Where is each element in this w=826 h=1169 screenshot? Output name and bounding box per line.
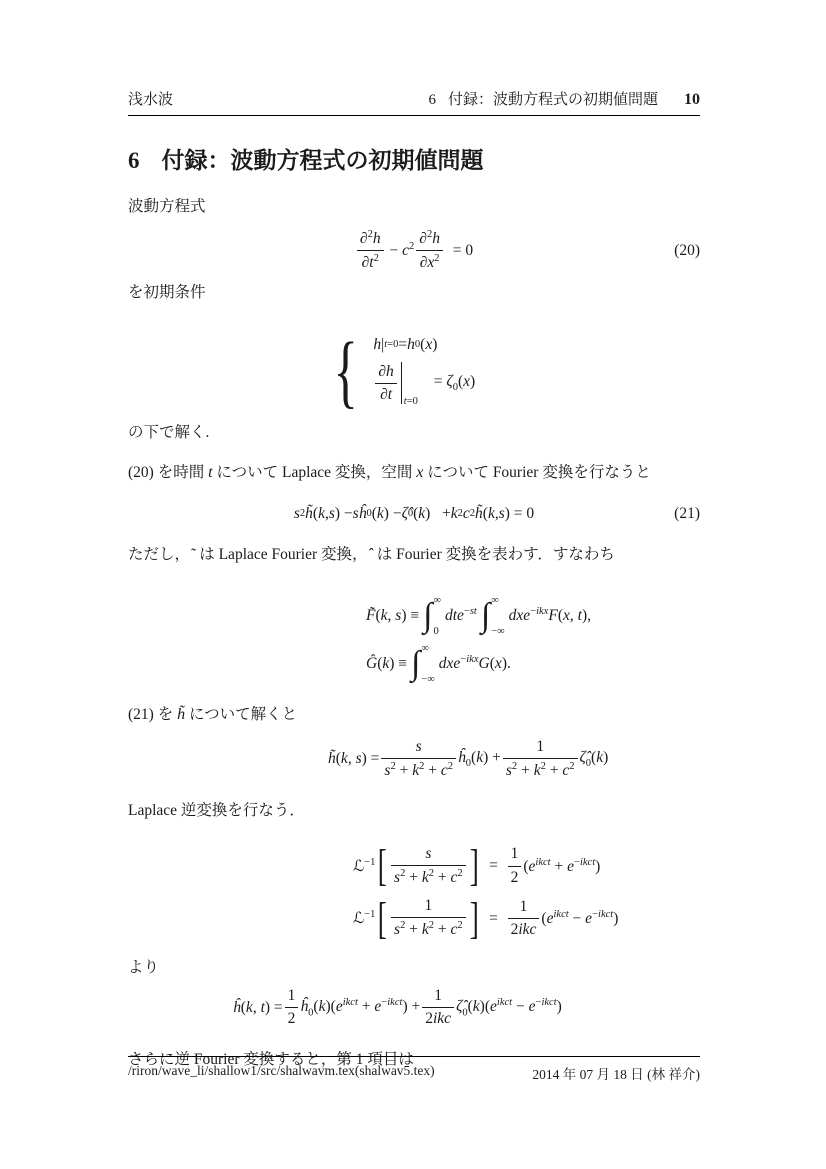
fraction: $\frac{1}{2}$	[285, 985, 299, 1030]
initial-condition-row-2	[373, 361, 475, 406]
equation-number-20: (20)	[674, 241, 700, 259]
right-bracket: ]	[469, 893, 479, 943]
evaluated-at-bar: t=0	[401, 362, 402, 404]
paragraph-transform-intro: (20) を時間 t について Laplace 変換，空間 x について Fourier 変換を行なうと	[128, 463, 651, 481]
running-header	[128, 88, 700, 116]
inverse-laplace-equations	[353, 840, 700, 945]
paragraph-wave-equation-intro: 波動方程式	[128, 197, 206, 215]
fraction: $\frac{s}{s^2 + k^2 + c^2}$	[391, 843, 466, 889]
fraction: $\frac{1}{s^2 + k^2 + c^2}$	[503, 736, 578, 782]
tilde-accent: ˜	[190, 545, 196, 563]
h-hat-equation: ĥ(k, t) = $\frac{1}{2}$ $ĥ_0(k)(e^{ikct} + e^{-ikct})$ + $\frac{1}{\text{2ikc}}$ $\zetâ_0(k)(e^{ikct} - e^{-ikct})$	[233, 985, 700, 1031]
fraction: $\frac{1}{\text{2ikc}}$	[508, 896, 540, 941]
fraction: $\frac{\partial^2h}{\partial t^2}$	[357, 227, 384, 275]
left-bracket: [	[378, 841, 388, 891]
math-term: − $c^2$	[385, 241, 415, 260]
inverse-laplace-line-1: ℒ$^{-1}$ [ $\frac{s}{s^2 + k^2 + c^2}$ ] = $\frac{1}{2}$ $(e^{ikct} + e^{-ikct})$	[353, 841, 601, 891]
equation-20	[128, 226, 700, 276]
equation-number-21: (21)	[674, 504, 700, 522]
paragraph-inverse-laplace: Laplace 逆変換を行なう．	[128, 801, 305, 819]
laplace-operator: ℒ$^{-1}$	[353, 856, 376, 875]
running-header-section-title: 付録：波動方程式の初期値問題	[447, 91, 658, 108]
fourier-definition: Ĝ(k) ≡ ∫ ∞ −∞ dxe$^{-ikx}$G(x).	[366, 642, 511, 685]
paragraph-inverse-fourier: さらに逆 Fourier 変換すると，第 1 項目は	[128, 1050, 414, 1068]
running-header-left: 浅水波	[128, 91, 174, 108]
paragraph-solve-eq21: (21) を h̃ について解くと	[128, 705, 298, 723]
paragraph-initial-condition-intro: を初期条件	[128, 283, 206, 301]
laplace-fourier-definition: F̃(k, s) ≡ ∫ ∞ 0 dte$^{-st}$ ∫ ∞ −∞ dxe$^{-ikx}$F(x, t),	[366, 594, 591, 637]
math-term: = 0	[444, 241, 474, 259]
math-term: = $\zeta_0(x)$	[433, 373, 476, 394]
left-bracket: [	[378, 893, 388, 943]
fraction: $\frac{\partial^2h}{\partial x^2}$	[416, 227, 443, 275]
page-number: 10	[684, 91, 700, 108]
fraction: $\frac{1}{s^2 + k^2 + c^2}$	[391, 895, 466, 941]
integral-sign: ∫	[411, 644, 421, 682]
section-number: 6	[128, 148, 140, 173]
left-brace: {	[333, 324, 358, 416]
right-bracket: ]	[469, 841, 479, 891]
page-footer	[128, 1056, 700, 1083]
math-var-x: x	[416, 463, 424, 481]
section-heading	[128, 146, 700, 176]
math-var-t: t	[208, 463, 213, 481]
paragraph-solve-under: の下で解く.	[128, 423, 210, 441]
footer-file-path: /riron/wave_li/shallow1/src/shalwavm.tex(shalwav5.tex)	[128, 1063, 435, 1078]
fraction: $\frac{1}{\text{2ikc}}$	[422, 985, 454, 1030]
math-var-h-tilde: h̃	[177, 705, 186, 723]
hat-accent: ˆ	[367, 545, 373, 563]
fraction: $\frac{s}{s^2 + k^2 + c^2}$	[381, 736, 456, 782]
inverse-laplace-line-2: ℒ$^{-1}$ [ $\frac{1}{s^2 + k^2 + c^2}$ ] = $\frac{1}{\text{2ikc}}$ $(e^{ikct} - e^{-ikct})$	[353, 893, 619, 943]
paragraph-notation: ただし，˜ は Laplace Fourier 変換，ˆ は Fourier 変換を表わす．すなわち	[128, 545, 615, 563]
initial-condition-row-1: h | t=0 = h 0 ( x )	[373, 335, 438, 353]
laplace-operator: ℒ$^{-1}$	[353, 908, 376, 928]
paragraph-yori: より	[128, 958, 160, 976]
fraction: $\frac{1}{2}$	[508, 843, 522, 888]
equation-21	[128, 500, 700, 528]
fraction: $\frac{\partial h}{\partial t}$	[375, 361, 396, 406]
math-term: s 2 h̃ ( k , s ) − sĥ 0 ( k ) − ζ̂ 0 ( k ) + k 2 c 2 h̃ ( k , s ) = 0	[293, 504, 535, 522]
initial-conditions-system	[326, 324, 700, 416]
running-header-section-number: 6	[428, 92, 436, 108]
solved-h-tilde-equation: h̃(k, s) = $\frac{s}{s^2 + k^2 + c^2}$ $ĥ_0(k)$ + $\frac{1}{s^2 + k^2 + c^2}$ $\zetâ_0(k)$	[328, 734, 700, 784]
footer-date-author: 2014 年 07 月 18 日 (林 祥介)	[532, 1067, 700, 1082]
section-title: 付録：波動方程式の初期値問題	[161, 147, 484, 173]
integral-sign: ∫	[423, 596, 433, 634]
transform-definitions	[366, 592, 700, 688]
integral-sign: ∫	[480, 596, 491, 634]
